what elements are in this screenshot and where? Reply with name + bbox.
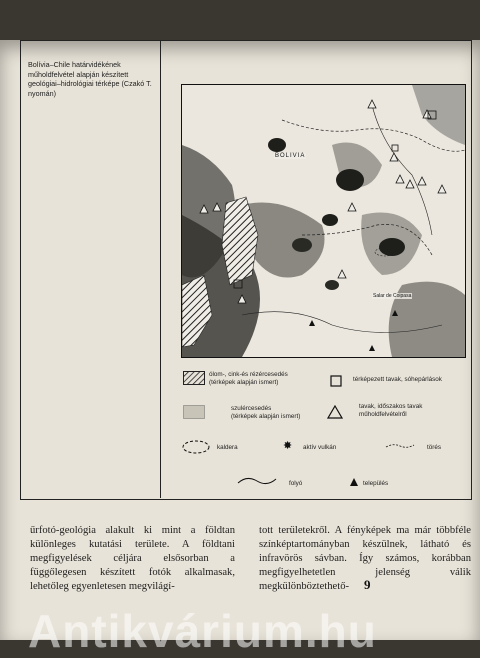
river-icon xyxy=(237,473,277,487)
caption-column xyxy=(20,40,161,498)
legend-ore: ólom-, cink-és rézércesedés (térképek alapján ismert) xyxy=(209,371,288,386)
legend-mapped-lakes: térképezett tavak, sóhepárlások xyxy=(353,376,442,383)
legend-volcano: aktív vulkán xyxy=(303,444,337,451)
country-label: BOLIVIA xyxy=(275,153,306,159)
fault-icon xyxy=(385,441,415,451)
figure-caption: Bolívia–Chile határvidékének műholdfelvétel alapján készített geológiai–hidrológiai térképe (Czakó T. nyomán) xyxy=(28,60,152,98)
square-icon xyxy=(329,374,345,388)
legend-river: folyó xyxy=(289,480,303,487)
settlement-icon xyxy=(349,477,359,487)
hatch-swatch xyxy=(183,371,205,385)
legend-periodic-lakes: tavak, időszakos tavak műholdfelvételről xyxy=(359,403,423,418)
page-number: 9 xyxy=(364,577,371,592)
watermark: Antikvárium.hu xyxy=(28,605,377,657)
lake-label: Salar de Coipasa xyxy=(373,293,412,299)
volcano-icon: ✸ xyxy=(283,439,293,452)
caldera-icon xyxy=(181,439,211,455)
triangle-icon xyxy=(327,405,343,419)
legend-silver: szulércesedés (térképek alapján ismert) xyxy=(231,405,301,420)
dotted-swatch xyxy=(183,405,205,419)
legend-fault: törés xyxy=(427,444,441,451)
body-text-right: tott területekről. A fényképek ma már többféle színképtartományban készülnek, látható és infravörös sávban. Így számos, korábban megfigyelhetetlen jelenség válik megkülönböztethető- xyxy=(259,525,471,592)
satellite-map xyxy=(181,84,466,358)
legend-settlement: település xyxy=(363,480,389,487)
map-graphic xyxy=(182,85,465,357)
legend-caldera: kaldera xyxy=(217,444,238,451)
map-legend xyxy=(181,365,464,495)
body-text-left: űrfotó-geológia alakult ki mint a földtan különleges kutatási területe. A földtani megfigyelések céljára elsősorban a függőlegesen készített fotók alkalmasak, lehetőleg egyenletesen megvilágí- xyxy=(30,525,235,592)
